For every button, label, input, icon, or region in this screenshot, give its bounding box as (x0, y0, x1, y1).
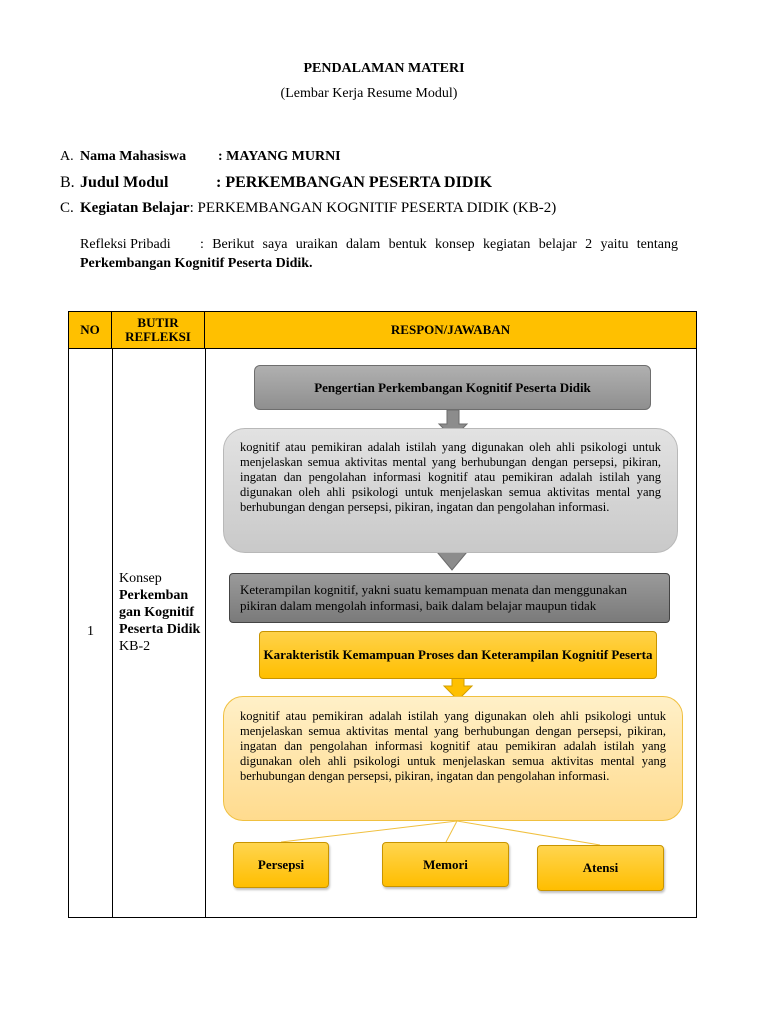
box-keterampilan-kognitif: Keterampilan kognitif, yakni suatu kemampuan menata dan menggunakan pikiran dalam mengolah informasi, baik dalam belajar maupun tidak (229, 573, 670, 623)
item-memori: Memori (382, 842, 509, 887)
field-label: Nama Mahasiswa (80, 149, 187, 164)
box-karakteristik-title: Karakteristik Kemampuan Proses dan Keterampilan Kognitif Peserta (259, 631, 657, 679)
row-number: 1 (87, 624, 94, 639)
refleksi-topic: Perkembangan Kognitif Peserta Didik. (80, 256, 313, 271)
column-divider (112, 349, 113, 917)
butir-normal: Konsep (119, 571, 162, 586)
header-respon-jawaban: RESPON/JAWABAN (205, 312, 696, 349)
field-label: Judul Modul (80, 174, 169, 191)
refleksi-label: Refleksi Pribadi (80, 237, 171, 252)
row-butir-refleksi (119, 570, 201, 655)
field-letter: A. (60, 149, 74, 164)
field-nama-mahasiswa (60, 149, 341, 165)
field-letter: B. (60, 174, 75, 191)
box-pengertian-title: Pengertian Perkembangan Kognitif Peserta Didik (254, 365, 651, 410)
page-subtitle: (Lembar Kerja Resume Modul) (280, 86, 458, 101)
refleksi-text: : Berikut saya uraikan dalam bentuk konsep kegiatan belajar 2 yaitu tentang (200, 237, 678, 252)
column-divider (205, 349, 206, 917)
field-letter: C. (60, 200, 74, 216)
header-butir-refleksi: BUTIR REFLEKSI (112, 312, 205, 349)
box-definition-2: kognitif atau pemikiran adalah istilah yang digunakan oleh ahli psikologi untuk menjelaskan semua aktivitas mental yang berhubungan dengan persepsi, pikiran, ingatan dan pengolahan informasi kognitif atau pemikiran adalah istilah yang digunakan oleh ahli psikologi untuk menjelaskan semua aktivitas mental yang berhubungan dengan persepsi, pikiran, ingatan dan pengolahan informasi. (223, 696, 683, 821)
item-persepsi: Persepsi (233, 842, 329, 888)
item-atensi: Atensi (537, 845, 664, 891)
page-title: PENDALAMAN MATERI (303, 61, 465, 76)
reflection-table (68, 311, 697, 918)
header-no: NO (69, 312, 112, 349)
field-judul-modul (60, 174, 492, 192)
butir-bold: Perkemban gan Kognitif Peserta Didik (119, 588, 201, 637)
butir-tail: KB-2 (119, 639, 151, 654)
field-label: Kegiatan Belajar (80, 200, 190, 216)
field-value: : MAYANG MURNI (218, 149, 341, 164)
field-value: : PERKEMBANGAN PESERTA DIDIK (216, 174, 493, 191)
field-kegiatan-belajar (60, 200, 556, 217)
field-value: : PERKEMBANGAN KOGNITIF PESERTA DIDIK (KB-2) (189, 200, 557, 216)
box-definition-1: kognitif atau pemikiran adalah istilah yang digunakan oleh ahli psikologi untuk menjelaskan semua aktivitas mental yang berhubungan dengan persepsi, pikiran, ingatan dan pengolahan informasi kognitif atau pemikiran adalah istilah yang digunakan oleh ahli psikologi untuk menjelaskan semua aktivitas mental yang berhubungan dengan persepsi, pikiran, ingatan dan pengolahan informasi. (223, 428, 678, 553)
refleksi-pribadi (80, 235, 678, 273)
